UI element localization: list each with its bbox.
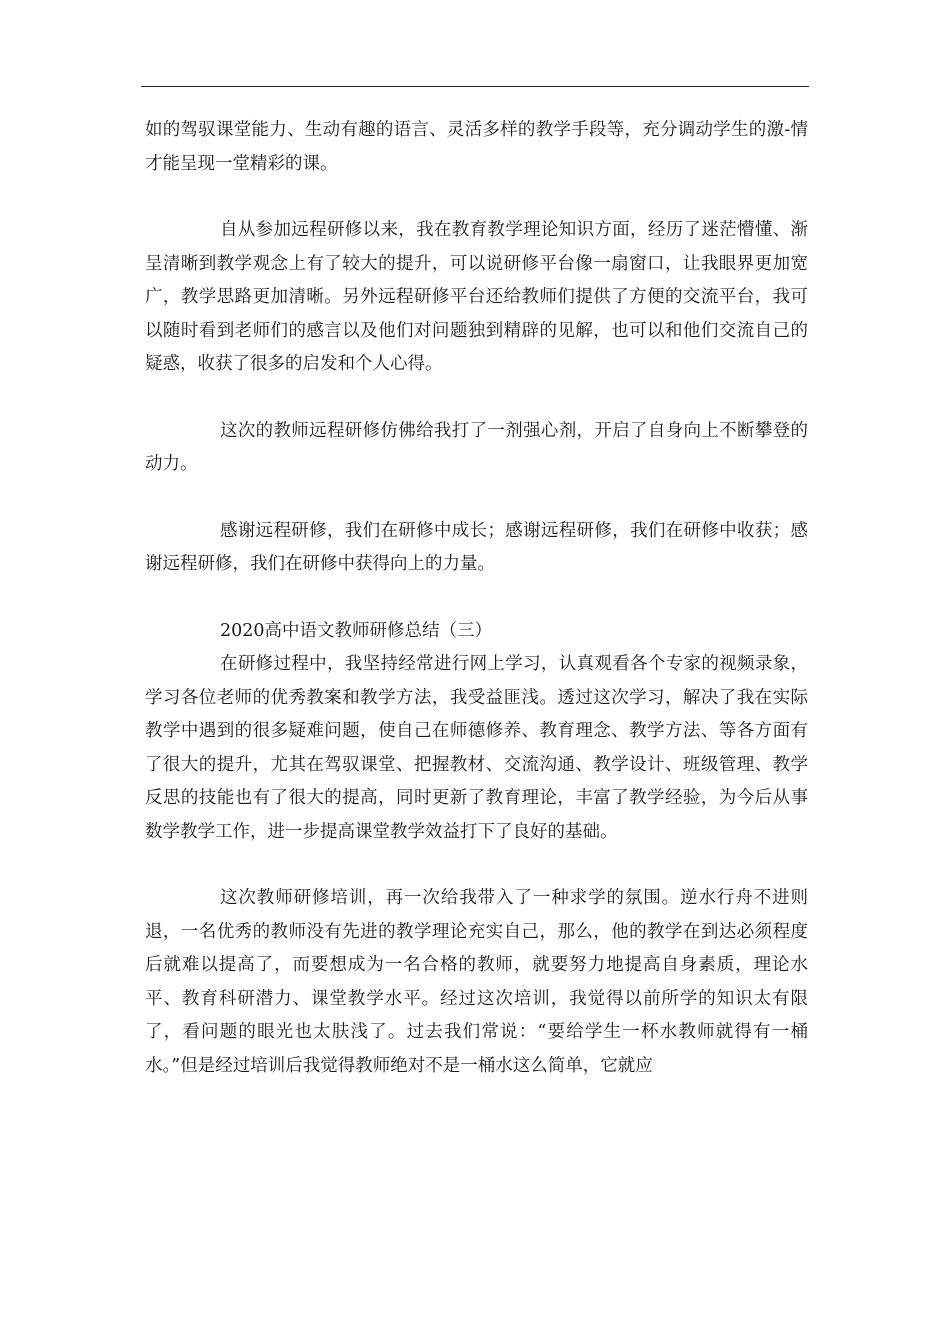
- paragraph-thanks: 感谢远程研修，我们在研修中成长；感谢远程研修，我们在研修中收获；感谢远程研修，我们在研修中获得向上的力量。: [145, 520, 808, 574]
- document-body: [145, 114, 808, 1083]
- paragraph-remote-training: 自从参加远程研修以来，我在教育教学理论知识方面，经历了迷茫懵懂、渐呈清晰到教学观念上有了较大的提升，可以说研修平台像一扇窗口，让我眼界更加宽广，教学思路更加清晰。另外远程研修平台还给教师们提供了方便的交流平台，我可以随时看到老师们的感言以及他们对问题独到精辟的见解，也可以和他们交流自己的疑惑，收获了很多的启发和个人心得。: [145, 220, 808, 374]
- section-heading: 2020高中语文教师研修总结（三）: [220, 620, 493, 641]
- paragraph-training-reflection: 这次教师研修培训，再一次给我带入了一种求学的氛围。逆水行舟不进则退，一名优秀的教师没有先进的教学理论充实自己，那么，他的教学在到达必须程度后就难以提高了，而要想成为一名合格的教师，就要努力地提高自身素质，理论水平、教育科研潜力、课堂教学水平。经过这次培训，我觉得以前所学的知识太有限了，看问题的眼光也太肤浅了。过去我们常说：“要给学生一杯水教师就得有一桶水。”但是经过培训后我觉得教师绝对不是一桶水这么简单，它就应: [145, 888, 808, 1076]
- header-rule: [141, 86, 809, 87]
- paragraph-continuation: 如的驾驭课堂能力、生动有趣的语言、灵活多样的教学手段等，充分调动学生的激-情才能呈现一堂精彩的课。: [145, 120, 808, 174]
- paragraph-study-process: 在研修过程中，我坚持经常进行网上学习，认真观看各个专家的视频录象，学习各位老师的优秀教案和教学方法，我受益匪浅。透过这次学习，解决了我在实际教学中遇到的很多疑难问题，使自己在师德修养、教育理念、教学方法、等各方面有了很大的提升，尤其在驾驭课堂、把握教材、交流沟通、教学设计、班级管理、教学反思的技能也有了很大的提高，同时更新了教育理论，丰富了教学经验，为今后从事数学教学工作，进一步提高课堂教学效益打下了良好的基础。: [145, 654, 808, 842]
- paragraph-motivation: 这次的教师远程研修仿佛给我打了一剂强心剂，开启了自身向上不断攀登的动力。: [145, 420, 808, 474]
